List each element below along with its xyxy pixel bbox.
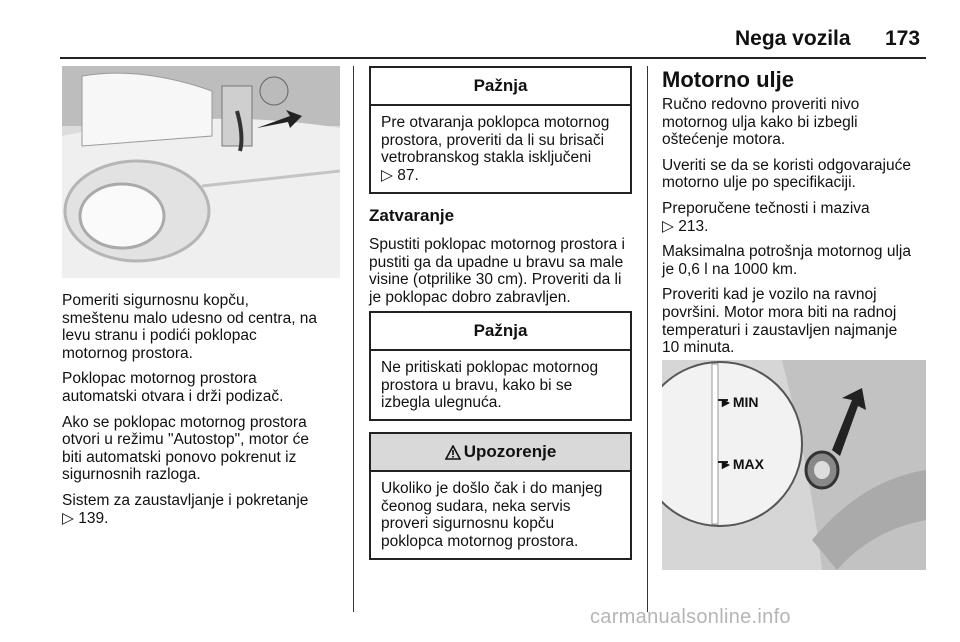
hood-latch-illustration (62, 66, 340, 278)
closing-text-block (369, 236, 639, 314)
oil-dipstick-illustration (662, 360, 926, 570)
notice-box-2 (369, 311, 632, 421)
warning-triangle-icon (445, 445, 461, 460)
warning-text: Ukoliko je došlo čak i do manjeg čeonog sudara, neka servis proveri sigurnosnu kopču poklopca motornog prostora. (381, 480, 603, 550)
dipstick-min-label: MIN (732, 394, 759, 410)
column-left (62, 292, 347, 535)
warning-box (369, 432, 632, 560)
paragraph: Sistem za zaustavljanje i pokretanje ▷ 139. (62, 491, 309, 527)
watermark: carmanualsonline.info (590, 606, 791, 628)
paragraph: Ako se poklopac motornog prostora otvori u režimu "Autostop", motor će biti automatski ponovo pokrenut iz sigurnosnih razloga. (62, 413, 310, 484)
paragraph: Proveriti kad je vozilo na ravnoj površini. Motor mora biti na radnoj temperaturi i zaustavljen najmanje 10 minuta. (662, 286, 898, 357)
paragraph: Ručno redovno proveriti nivo motornog ulja kako bi izbegli oštećenje motora. (662, 96, 860, 149)
section-heading-closing: Zatvaranje (369, 206, 455, 225)
column-right (662, 96, 930, 365)
header-rule (60, 57, 926, 59)
paragraph: Spustiti poklopac motornog prostora i pustiti ga da upadne u bravu sa male visine (otprilike 30 cm). Proveriti da li je poklopac dobro zabravljen. (369, 236, 625, 306)
column-divider (647, 66, 648, 612)
notice-text: Pre otvaranja poklopca motornog prostora, proveriti da li su brisači vetrobranskog stakla isključeni ▷ 87. (381, 114, 610, 184)
paragraph: Poklopac motornog prostora automatski otvara i drži podizač. (62, 370, 284, 405)
hood-latch-photo (62, 66, 340, 278)
page-number: 173 (885, 27, 921, 50)
notice-title: Pažnja (371, 313, 630, 351)
paragraph: Preporučene tečnosti i maziva ▷ 213. (662, 199, 870, 235)
dipstick-max-label: MAX (732, 456, 764, 472)
notice-title: Pažnja (371, 68, 630, 106)
paragraph: Pomeriti sigurnosnu kopču, smeštenu malo udesno od centra, na levu stranu i podići poklopac motornog prostora. (62, 292, 318, 362)
column-divider (353, 66, 354, 612)
section-heading-engine-oil: Motorno ulje (662, 67, 794, 92)
page-header-title: Nega vozila (735, 27, 851, 50)
paragraph: Uveriti se da se koristi odgovarajuće motorno ulje po specifikaciji. (662, 156, 911, 192)
paragraph: Maksimalna potrošnja motornog ulja je 0,6 l na 1000 km. (662, 243, 911, 278)
oil-dipstick-photo: ►MIN ►MAX (662, 360, 926, 570)
notice-text: Ne pritiskati poklopac motornog prostora u bravu, kako bi se izbegla ulegnuća. (381, 359, 599, 412)
warning-title: Upozorenje (463, 442, 557, 461)
notice-box-1 (369, 66, 632, 194)
